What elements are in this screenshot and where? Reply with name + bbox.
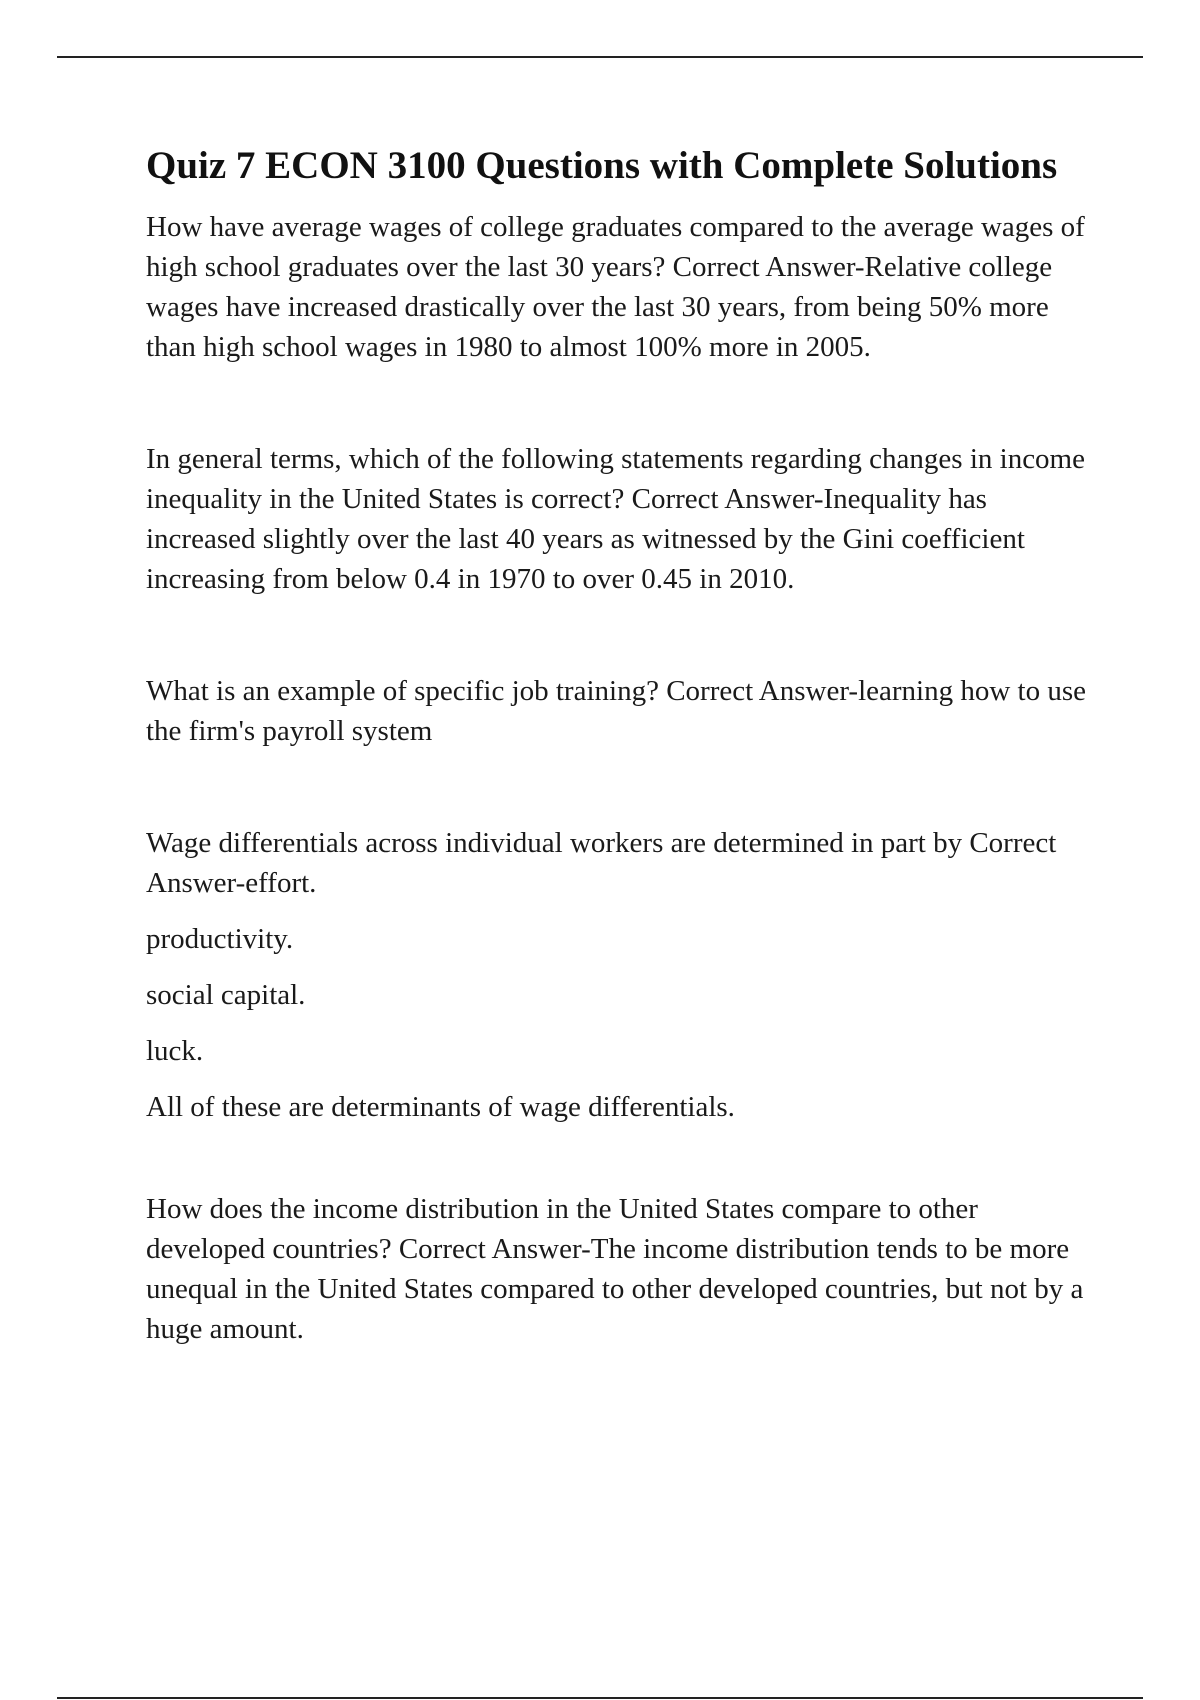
question-answer-1: How have average wages of college graduates compared to the average wages of high school graduates over the last 30 years? Correct Answer-Relative college wages have increased drastically over the last 30 years, from being 50% more than high school wages in 1980 to almost 100% more in 2005. — [146, 210, 1085, 363]
answer-option-social-capital: social capital. — [146, 978, 306, 1011]
question-answer-2: In general terms, which of the following statements regarding changes in income inequality in the United States is correct? Correct Answer-Inequality has increased slightly over the last 40 years as witnessed by the Gini coefficient increasing from below 0.4 in 1970 to over 0.45 in 2010. — [146, 442, 1085, 595]
footer-divider — [57, 1697, 1143, 1699]
answer-option-productivity: productivity. — [146, 922, 294, 955]
answer-option-all-of-these: All of these are determinants of wage differentials. — [146, 1090, 735, 1123]
document-title: Quiz 7 ECON 3100 Questions with Complete Solutions — [146, 144, 1058, 187]
header-divider — [57, 56, 1143, 58]
answer-option-luck: luck. — [146, 1034, 204, 1067]
question-answer-5: How does the income distribution in the United States compare to other developed countries? Correct Answer-The income distribution tends to be more unequal in the United States compared to other developed countries, but not by a huge amount. — [146, 1192, 1084, 1345]
document-body — [146, 142, 1096, 1349]
question-answer-3: What is an example of specific job training? Correct Answer-learning how to use the firm's payroll system — [146, 674, 1087, 747]
question-answer-4: Wage differentials across individual workers are determined in part by Correct Answer-effort. — [146, 826, 1057, 899]
